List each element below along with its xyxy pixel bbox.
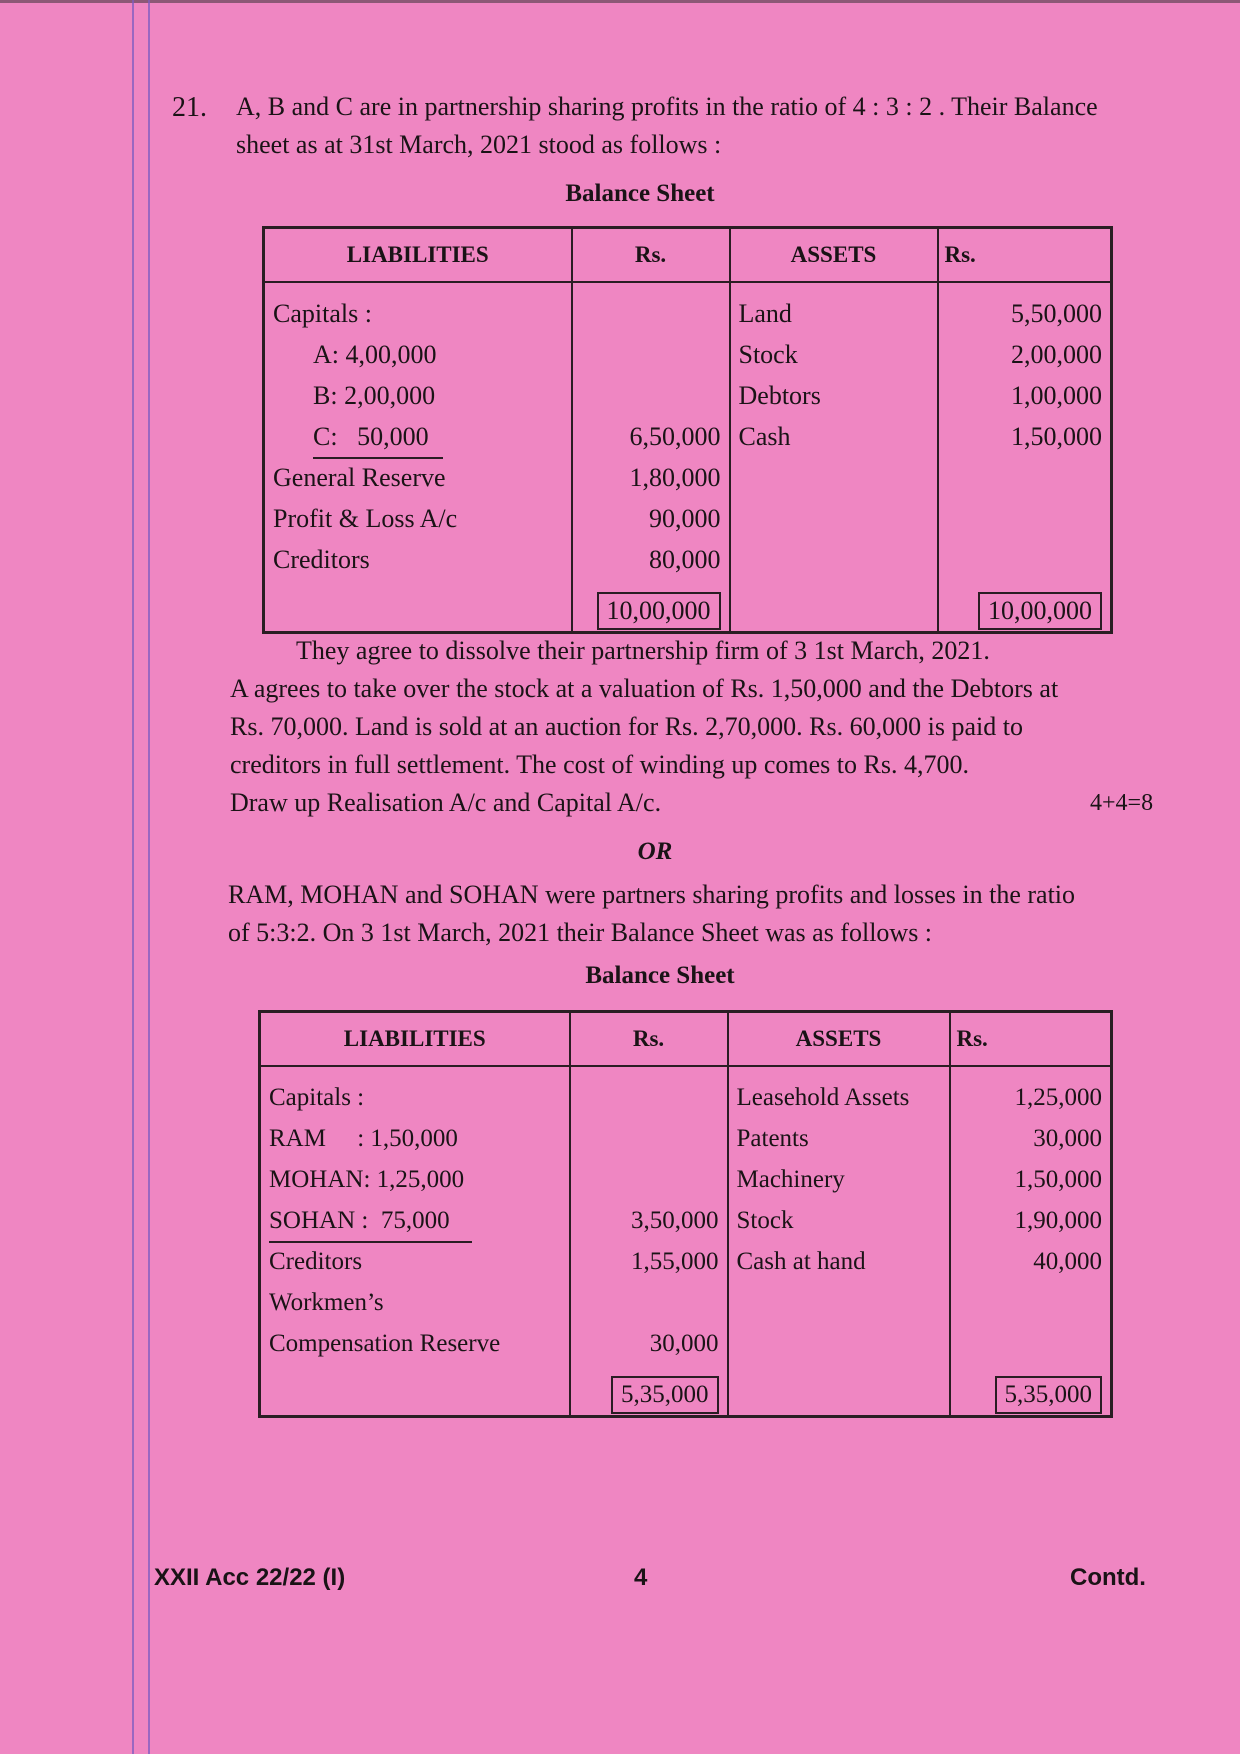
liability-amount xyxy=(579,1118,719,1159)
asset-item: Stock xyxy=(736,1207,794,1234)
liability-amount xyxy=(581,375,721,416)
asset-item: Cash xyxy=(738,422,791,451)
liability-amounts-column xyxy=(570,1066,728,1364)
liabilities-column xyxy=(264,282,572,580)
liability-amount: 3,50,000 xyxy=(631,1207,719,1234)
header-rs: Rs. xyxy=(950,1012,1112,1067)
body-line: creditors in full settlement. The cost of winding up comes to Rs. 4,700. xyxy=(230,750,969,779)
liability-item: Creditors xyxy=(269,1248,363,1275)
question-number: 21. xyxy=(172,92,207,123)
assets-column xyxy=(730,282,938,580)
liability-amount xyxy=(579,1282,719,1323)
liability-item: Workmen’s xyxy=(269,1289,384,1316)
body-line: of 5:3:2. On 3 1st March, 2021 their Balance Sheet was as follows : xyxy=(228,918,933,947)
liability-amount: 6,50,000 xyxy=(629,422,721,451)
liability-item: Compensation Reserve xyxy=(269,1330,501,1357)
margin-line xyxy=(132,0,134,1754)
asset-amount: 5,50,000 xyxy=(1011,299,1102,328)
assets-column xyxy=(728,1066,950,1364)
liability-amount: 30,000 xyxy=(649,1330,719,1357)
balance-sheet-table xyxy=(262,226,1113,634)
question-intro xyxy=(236,88,1098,164)
balance-sheet-table xyxy=(258,1010,1113,1418)
continued-label: Contd. xyxy=(1070,1564,1146,1591)
liability-amount: 90,000 xyxy=(649,504,721,533)
or-label: OR xyxy=(637,838,673,865)
header-assets: ASSETS xyxy=(728,1012,950,1067)
marks-label: 4+4=8 xyxy=(1090,790,1154,816)
total-assets: 5,35,000 xyxy=(995,1376,1103,1414)
asset-amount: 2,00,000 xyxy=(1011,340,1102,369)
header-rs: Rs. xyxy=(570,1012,728,1067)
asset-amount: 1,00,000 xyxy=(1011,381,1102,410)
total-row xyxy=(260,1364,1112,1417)
intro-line: sheet as at 31st March, 2021 stood as follows : xyxy=(236,130,722,159)
page-number: 4 xyxy=(634,1564,648,1591)
body-line: Draw up Realisation A/c and Capital A/c. xyxy=(230,788,662,817)
margin-line xyxy=(148,0,150,1754)
header-rs: Rs. xyxy=(572,228,730,283)
alt-question-body xyxy=(228,876,1075,952)
liabilities-column xyxy=(260,1066,570,1364)
balance-sheet-title: Balance Sheet xyxy=(565,180,715,207)
asset-item: Machinery xyxy=(736,1166,845,1193)
liability-amount xyxy=(579,1159,719,1200)
asset-item: Cash at hand xyxy=(736,1248,866,1275)
liability-item: Profit & Loss A/c xyxy=(273,504,458,533)
liability-item: RAM : 1,50,000 xyxy=(269,1125,458,1152)
body-line: They agree to dissolve their partnership firm of 3 1st March, 2021. xyxy=(296,636,990,665)
intro-line: A, B and C are in partnership sharing profits in the ratio of 4 : 3 : 2 . Their Balance xyxy=(236,92,1098,121)
liability-item: MOHAN: 1,25,000 xyxy=(269,1166,465,1193)
liability-item: SOHAN : 75,000 xyxy=(269,1200,472,1243)
asset-item: Land xyxy=(738,299,792,328)
liability-amount: 1,55,000 xyxy=(631,1248,719,1275)
asset-amount: 40,000 xyxy=(1033,1248,1102,1275)
header-assets: ASSETS xyxy=(730,228,938,283)
body-line: Rs. 70,000. Land is sold at an auction for Rs. 2,70,000. Rs. 60,000 is paid to xyxy=(230,712,1023,741)
liability-amount: 80,000 xyxy=(649,545,721,574)
total-liabilities: 10,00,000 xyxy=(597,592,721,630)
liability-amount xyxy=(579,1077,719,1118)
asset-amount: 1,50,000 xyxy=(1011,422,1102,451)
liability-item: Capitals : xyxy=(273,299,372,328)
header-rs: Rs. xyxy=(938,228,1112,283)
asset-item: Debtors xyxy=(738,381,821,410)
total-liabilities: 5,35,000 xyxy=(611,1376,719,1414)
asset-amounts-column xyxy=(950,1066,1112,1364)
liability-amounts-column xyxy=(572,282,730,580)
liability-amount xyxy=(581,334,721,375)
liability-item: C: 50,000 xyxy=(313,416,443,459)
question-body xyxy=(230,632,1058,822)
liability-item: Creditors xyxy=(273,545,370,574)
balance-sheet-title: Balance Sheet xyxy=(585,962,735,989)
table-row xyxy=(264,282,1112,580)
body-line: A agrees to take over the stock at a valuation of Rs. 1,50,000 and the Debtors at xyxy=(230,674,1059,703)
liability-item: Capitals : xyxy=(269,1084,365,1111)
total-row xyxy=(264,580,1112,633)
asset-item: Stock xyxy=(738,340,798,369)
liability-item: General Reserve xyxy=(273,463,446,492)
asset-amount: 1,25,000 xyxy=(1014,1084,1102,1111)
liability-amount xyxy=(581,293,721,334)
table-header-row xyxy=(264,228,1112,283)
asset-item: Leasehold Assets xyxy=(736,1084,910,1111)
asset-amounts-column xyxy=(938,282,1112,580)
paper-code: XXII Acc 22/22 (I) xyxy=(154,1564,346,1591)
liability-item: B: 2,00,000 xyxy=(313,381,436,410)
asset-amount: 30,000 xyxy=(1033,1125,1102,1152)
table-row xyxy=(260,1066,1112,1364)
asset-amount: 1,50,000 xyxy=(1014,1166,1102,1193)
header-liabilities: LIABILITIES xyxy=(264,228,572,283)
table-header-row xyxy=(260,1012,1112,1067)
body-line: RAM, MOHAN and SOHAN were partners sharing profits and losses in the ratio xyxy=(228,880,1076,909)
page-edge-line xyxy=(0,0,1240,3)
asset-item: Patents xyxy=(736,1125,809,1152)
liability-item: A: 4,00,000 xyxy=(313,340,437,369)
total-assets: 10,00,000 xyxy=(978,592,1102,630)
header-liabilities: LIABILITIES xyxy=(260,1012,570,1067)
liability-amount: 1,80,000 xyxy=(629,463,721,492)
asset-amount: 1,90,000 xyxy=(1014,1207,1102,1234)
